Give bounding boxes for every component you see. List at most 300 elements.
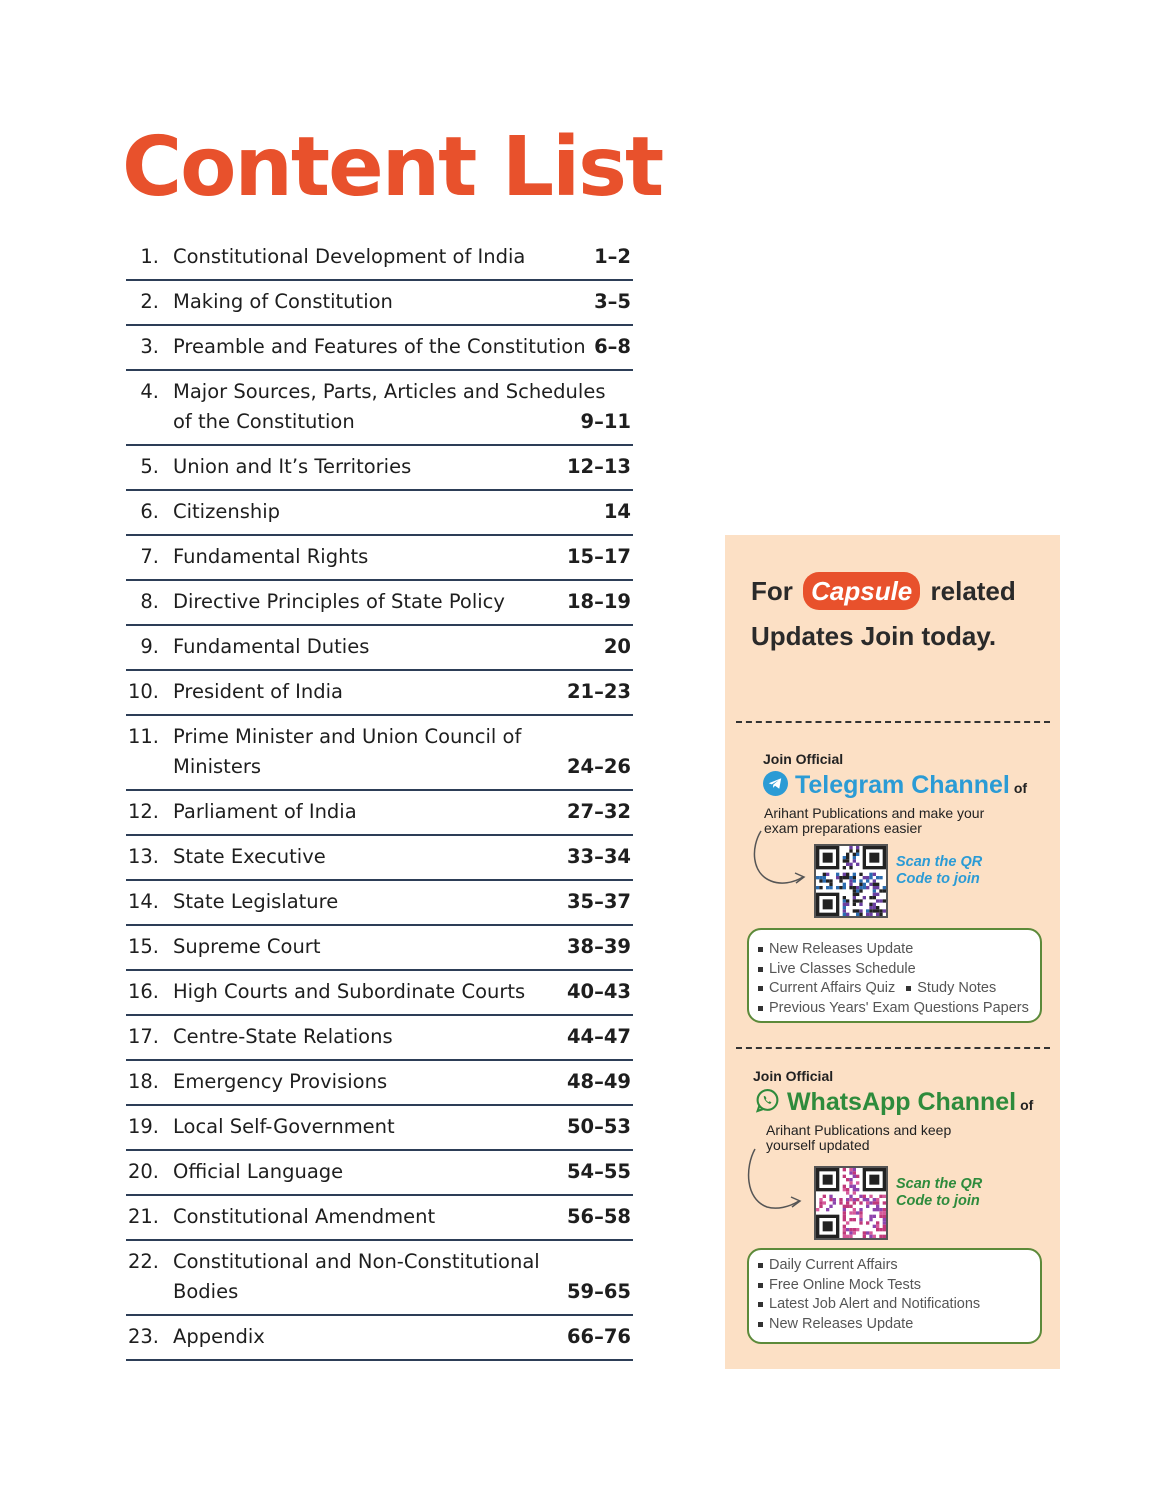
qr-module [829,1205,832,1208]
qr-module [859,903,862,906]
toc-page-range: 66–76 [566,1325,631,1348]
toc-row [126,326,633,371]
qr-module [816,876,819,879]
toc-row [126,236,633,281]
list-item: Daily Current Affairs [769,1256,1040,1276]
toc-line [126,452,633,482]
qr-module [883,886,886,889]
list-item: Live Classes Schedule [769,960,1040,980]
table-of-contents [126,236,633,1361]
qr-module [859,886,862,889]
qr-module [859,899,862,902]
list-item: New Releases Update [769,940,1040,960]
qr-module [869,906,872,909]
toc-page-range: 54–55 [566,1160,631,1183]
qr-module [839,879,842,882]
toc-title: Major Sources, Parts, Articles and Schedules [173,380,606,403]
qr-module [843,906,846,909]
toc-number: 10. [127,680,159,703]
qr-module [859,1195,862,1198]
page-title: Content List [122,120,663,215]
toc-line [126,752,633,782]
list-item: Latest Job Alert and Notifications [769,1295,1040,1315]
qr-module [856,1198,859,1201]
toc-row [126,971,633,1016]
qr-module [876,886,879,889]
qr-module [843,866,846,869]
qr-module [846,899,849,902]
qr-finder [869,1175,879,1185]
toc-number: 16. [127,980,159,1003]
whatsapp-channel-title[interactable] [755,1088,1033,1117]
toc-number: 9. [140,635,159,658]
qr-module [819,1205,822,1208]
qr-module [869,903,872,906]
qr-module [823,879,826,882]
qr-module [853,879,856,882]
qr-module [866,1201,869,1204]
qr-module [843,1188,846,1191]
divider [736,1047,1050,1049]
qr-module [856,863,859,866]
telegram-channel-title[interactable] [763,771,1027,800]
toc-line [126,407,633,437]
qr-module [869,876,872,879]
qr-module [873,903,876,906]
qr-module [863,896,866,899]
qr-module [853,886,856,889]
qr-finder [823,853,833,863]
toc-number: 20. [127,1160,159,1183]
qr-module [883,1235,886,1238]
qr-module [853,889,856,892]
whatsapp-icon [755,1088,780,1113]
toc-line [126,677,633,707]
qr-module [873,1235,876,1238]
toc-title: Constitutional and Non-Constitutional [173,1250,540,1273]
qr-module [873,1225,876,1228]
qr-module [853,1201,856,1204]
qr-module [879,1235,882,1238]
qr-module [866,913,869,916]
toc-row [126,491,633,536]
qr-module [869,1195,872,1198]
qr-module [829,883,832,886]
toc-line [126,887,633,917]
qr-module [859,1215,862,1218]
toc-page-range: 1–2 [594,245,631,268]
qr-module [843,899,846,902]
toc-row [126,671,633,716]
qr-module [823,1195,826,1198]
toc-page-range: 59–65 [566,1280,631,1303]
qr-module [836,876,839,879]
qr-module [876,1205,879,1208]
qr-module [863,876,866,879]
qr-module [849,883,852,886]
toc-page-range: 50–53 [566,1115,631,1138]
list-item: New Releases Update [769,1315,1040,1335]
qr-module [883,909,886,912]
toc-line [126,1247,633,1277]
qr-module [883,1201,886,1204]
telegram-scan-text: Scan the QR Code to join [896,854,983,887]
qr-module [863,1195,866,1198]
qr-module [843,859,846,862]
qr-module [836,873,839,876]
toc-title: Emergency Provisions [173,1070,388,1093]
toc-page-range: 24–26 [566,755,631,778]
toc-title: Supreme Court [173,935,321,958]
toc-number: 7. [140,545,159,568]
qr-module [876,909,879,912]
toc-page-range: 15–17 [566,545,631,568]
toc-row [126,581,633,626]
qr-module [876,906,879,909]
qr-module [869,909,872,912]
telegram-channel-name: Telegram Channel [794,771,1010,799]
whatsapp-qr-code[interactable] [814,1166,888,1240]
toc-page-range: 18–19 [566,590,631,613]
qr-finder [823,1221,833,1231]
qr-module [853,893,856,896]
qr-module [816,1208,819,1211]
qr-module [846,913,849,916]
qr-finder [869,853,879,863]
toc-page-range: 35–37 [566,890,631,913]
toc-line [126,797,633,827]
qr-module [819,1198,822,1201]
qr-module [833,1198,836,1201]
toc-row [126,536,633,581]
toc-page-range: 14 [603,500,631,523]
qr-module [849,1231,852,1234]
qr-module [849,1181,852,1184]
qr-module [879,913,882,916]
qr-module [853,853,856,856]
qr-module [873,879,876,882]
qr-module [853,859,856,862]
qr-module [843,1208,846,1211]
qr-module [856,853,859,856]
toc-row [126,1016,633,1061]
qr-module [873,896,876,899]
qr-module [856,849,859,852]
qr-module [863,883,866,886]
qr-module [843,1218,846,1221]
qr-module [866,909,869,912]
qr-module [853,1168,856,1171]
qr-module [843,883,846,886]
qr-module [853,873,856,876]
list-item-text: Current Affairs Quiz [769,980,896,996]
qr-module [859,879,862,882]
qr-module [849,886,852,889]
toc-number: 13. [127,845,159,868]
qr-module [879,1195,882,1198]
qr-module [863,886,866,889]
qr-module [853,856,856,859]
qr-module [856,846,859,849]
qr-module [873,1198,876,1201]
toc-line [126,287,633,317]
toc-line [126,977,633,1007]
toc-title: Constitutional Amendment [173,1205,436,1228]
qr-module [883,889,886,892]
qr-pattern [816,846,886,916]
qr-module [883,1211,886,1214]
whatsapp-benefits-box [747,1248,1042,1344]
qr-module [846,1178,849,1181]
list-item: Free Online Mock Tests [769,1276,1040,1296]
toc-line [126,1067,633,1097]
qr-module [873,889,876,892]
qr-module [846,1198,849,1201]
capsule-logo: Capsule [803,572,920,610]
toc-row [126,1316,633,1361]
qr-module [869,896,872,899]
qr-module [873,883,876,886]
toc-row [126,836,633,881]
qr-module [879,1211,882,1214]
qr-module [879,1228,882,1231]
list-item [769,979,1040,999]
toc-line [126,1322,633,1352]
toc-row [126,716,633,791]
toc-number: 22. [127,1250,159,1273]
qr-module [843,1228,846,1231]
qr-pattern [816,1168,886,1238]
curved-arrow-icon [743,1147,803,1219]
qr-module [839,876,842,879]
qr-module [859,1218,862,1221]
qr-module [879,909,882,912]
qr-module [869,883,872,886]
qr-module [876,1208,879,1211]
qr-module [856,909,859,912]
qr-module [859,1208,862,1211]
qr-module [859,1211,862,1214]
toc-title: Parliament of India [173,800,357,823]
qr-module [843,1215,846,1218]
toc-page-range: 33–34 [566,845,631,868]
qr-module [869,913,872,916]
qr-module [843,909,846,912]
toc-line [126,332,633,362]
qr-module [866,876,869,879]
qr-module [873,886,876,889]
toc-title: Appendix [173,1325,265,1348]
qr-module [836,886,839,889]
qr-module [873,873,876,876]
toc-page-range: 27–32 [566,800,631,823]
toc-number: 23. [127,1325,159,1348]
qr-module [849,1218,852,1221]
toc-row [126,1106,633,1151]
qr-module [829,1195,832,1198]
toc-title: Constitutional Development of India [173,245,526,268]
qr-module [826,886,829,889]
qr-module [849,1205,852,1208]
toc-number: 14. [127,890,159,913]
qr-module [853,899,856,902]
qr-module [869,1231,872,1234]
toc-number: 6. [140,500,159,523]
toc-row [126,446,633,491]
toc-page-range: 20 [603,635,631,658]
toc-row [126,1061,633,1106]
qr-module [856,1188,859,1191]
qr-module [823,873,826,876]
toc-number: 21. [127,1205,159,1228]
qr-module [853,1171,856,1174]
qr-module [849,849,852,852]
qr-module [849,1228,852,1231]
qr-module [859,1221,862,1224]
qr-module [876,1228,879,1231]
qr-module [869,1218,872,1221]
qr-module [846,1188,849,1191]
toc-title: Directive Principles of State Policy [173,590,505,613]
qr-module [859,889,862,892]
qr-module [866,886,869,889]
toc-number: 3. [140,335,159,358]
qr-module [883,1225,886,1228]
qr-module [849,876,852,879]
promo-heading-related: related [930,576,1016,606]
toc-page-range: 6–8 [594,335,631,358]
qr-module [883,1218,886,1221]
telegram-icon [763,771,788,796]
qr-module [819,876,822,879]
qr-finder [823,899,833,909]
qr-module [849,846,852,849]
toc-title: Bodies [173,1280,239,1303]
qr-module [843,886,846,889]
qr-module [869,873,872,876]
toc-title: of the Constitution [173,410,355,433]
toc-row [126,371,633,446]
toc-number: 15. [127,935,159,958]
qr-module [846,859,849,862]
qr-module [856,913,859,916]
qr-module [849,1178,852,1181]
qr-module [846,1201,849,1204]
qr-module [829,1198,832,1201]
promo-heading-line2: Updates Join today. [751,621,997,651]
qr-module [849,1171,852,1174]
toc-row [126,626,633,671]
qr-module [883,1195,886,1198]
qr-module [853,1218,856,1221]
qr-module [859,909,862,912]
qr-module [849,1168,852,1171]
qr-module [819,1201,822,1204]
qr-module [876,893,879,896]
toc-number: 5. [140,455,159,478]
qr-module [826,879,829,882]
qr-module [853,903,856,906]
toc-row [126,1196,633,1241]
qr-module [853,896,856,899]
toc-number: 18. [127,1070,159,1093]
toc-title: High Courts and Subordinate Courts [173,980,526,1003]
toc-page-range: 56–58 [566,1205,631,1228]
qr-module [879,1208,882,1211]
qr-module [853,1231,856,1234]
qr-module [823,876,826,879]
qr-module [849,1211,852,1214]
toc-page-range: 12–13 [566,455,631,478]
qr-module [853,1228,856,1231]
toc-number: 2. [140,290,159,313]
qr-module [869,1235,872,1238]
qr-module [866,1221,869,1224]
qr-module [863,1198,866,1201]
toc-row [126,1241,633,1316]
toc-title: State Executive [173,845,326,868]
toc-line [126,932,633,962]
qr-module [849,1195,852,1198]
toc-line [126,1202,633,1232]
toc-line [126,1277,633,1307]
qr-module [843,1211,846,1214]
telegram-qr-code[interactable] [814,844,888,918]
qr-module [826,873,829,876]
qr-module [843,903,846,906]
telegram-description: Arihant Publications and make your exam preparations easier [764,805,985,836]
qr-module [863,1235,866,1238]
list-item: Previous Years' Exam Questions Papers [769,999,1040,1019]
toc-line [126,632,633,662]
toc-number: 11. [127,725,159,748]
toc-row [126,881,633,926]
qr-module [876,1198,879,1201]
telegram-join-label: Join Official [763,751,844,767]
qr-module [873,893,876,896]
qr-module [839,886,842,889]
toc-title: Centre-State Relations [173,1025,393,1048]
qr-module [873,906,876,909]
qr-module [853,1198,856,1201]
qr-module [866,1231,869,1234]
toc-page-range: 3–5 [594,290,631,313]
qr-module [846,1235,849,1238]
qr-module [843,1168,846,1171]
qr-module [846,863,849,866]
qr-module [846,1221,849,1224]
toc-title: Fundamental Rights [173,545,369,568]
toc-row [126,791,633,836]
qr-module [833,1201,836,1204]
qr-module [876,1201,879,1204]
qr-module [816,886,819,889]
qr-module [839,1201,842,1204]
qr-module [843,1235,846,1238]
toc-title: Official Language [173,1160,344,1183]
qr-module [876,1221,879,1224]
qr-module [883,899,886,902]
toc-line [126,542,633,572]
qr-module [853,1185,856,1188]
qr-module [843,876,846,879]
qr-module [869,1201,872,1204]
whatsapp-of: of [1020,1097,1034,1113]
qr-module [846,853,849,856]
toc-title: President of India [173,680,344,703]
toc-line [126,377,633,407]
qr-module [856,886,859,889]
